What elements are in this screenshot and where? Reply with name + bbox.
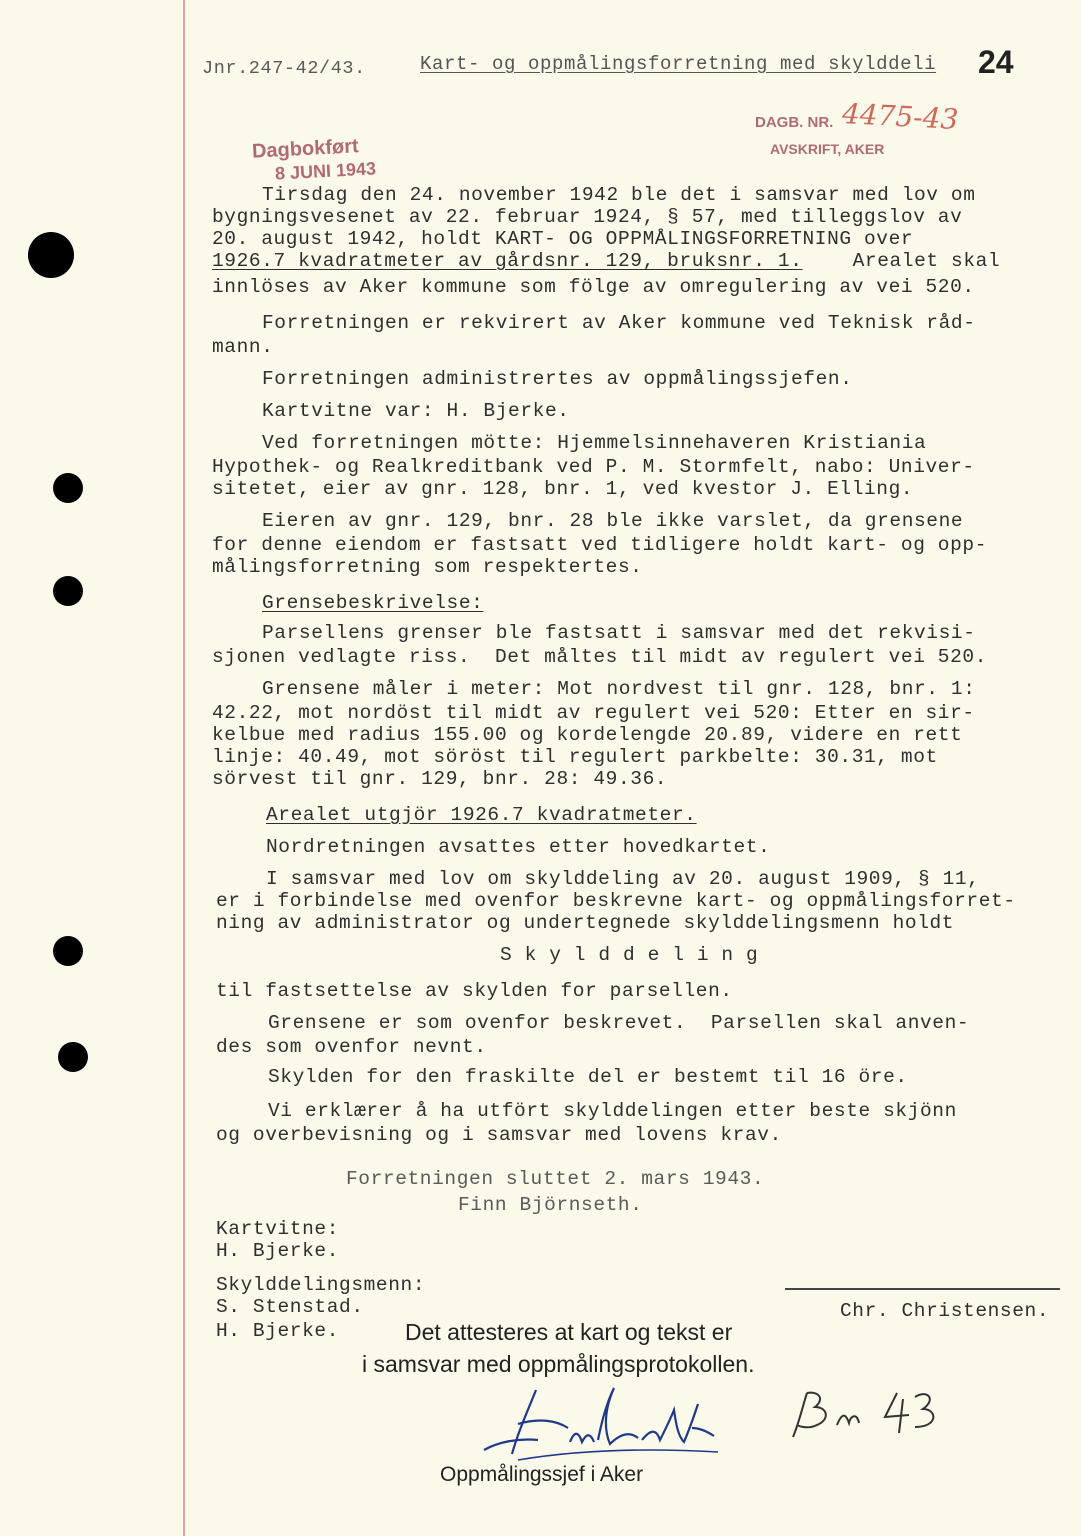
margin-line [183, 0, 185, 1536]
p5-line1: Ved forretningen mötte: Hjemmelsinnehaveren Kristiania [262, 432, 927, 454]
dagbokfort-date-stamp: 8 JUNI 1943 [274, 158, 377, 184]
p1-line2: bygningsvesenet av 22. februar 1924, § 57, med tilleggslov av [212, 206, 963, 228]
p5-line2: Hypothek- og Realkreditbank ved P. M. Stormfelt, nabo: Univer- [212, 456, 975, 478]
p12-line2: des som ovenfor nevnt. [216, 1036, 487, 1058]
p8-line3: kelbue med radius 155.00 og kordelengde 20.89, videre en rett [212, 724, 963, 746]
p8-line1: Grensene måler i meter: Mot nordvest til gnr. 128, bnr. 1: [262, 678, 976, 700]
grense-heading: Grensebeskrivelse: [262, 592, 484, 614]
p1-line5: innlöses av Aker kommune som fölge av omregulering av vei 520. [212, 276, 975, 298]
areal-heading: Arealet utgjör 1926.7 kvadratmeter. [266, 804, 697, 826]
p2-line2: mann. [212, 336, 274, 358]
p14-line1: Vi erklærer å ha utfört skylddelingen etter beste skjönn [268, 1100, 957, 1122]
skylddelingsmann-2: H. Bjerke. [216, 1320, 340, 1342]
punch-hole [53, 936, 83, 966]
attestation-line2: i samsvar med oppmålingsprotokollen. [362, 1351, 755, 1377]
skylddelingsmenn-label: Skylddelingsmenn: [216, 1274, 426, 1296]
p1-line4-end: Arealet skal [828, 250, 1001, 272]
attestation-line1: Det attesteres at kart og tekst er [405, 1319, 733, 1345]
p8-line2: 42.22, mot nordöst til midt av regulert vei 520: Etter en sir- [212, 702, 975, 724]
page-number: 24 [978, 44, 1014, 80]
handwritten-signature [478, 1380, 728, 1470]
ended-line: Forretningen sluttet 2. mars 1943. [346, 1168, 765, 1190]
kartvitne-name: H. Bjerke. [216, 1240, 340, 1262]
p12-line1: Grensene er som ovenfor beskrevet. Parsellen skal anven- [268, 1012, 970, 1034]
punch-hole [53, 473, 83, 503]
p10-line3: ning av administrator og undertegnede skylddelingsmenn holdt [216, 912, 955, 934]
journal-number: Jnr.247-42/43. [202, 58, 366, 79]
p1-line3: 20. august 1942, holdt KART- OG OPPMÅLINGSFORRETNING over [212, 228, 914, 250]
p9: Nordretningen avsattes etter hovedkartet. [266, 836, 771, 858]
p10-line1: I samsvar med lov om skylddeling av 20. august 1909, § 11, [266, 868, 980, 890]
chr-christensen: Chr. Christensen. [840, 1300, 1050, 1322]
p6-line1: Eieren av gnr. 129, bnr. 28 ble ikke varslet, da grensene [262, 510, 964, 532]
p7-line1: Parsellens grenser ble fastsatt i samsvar med det rekvisi- [262, 622, 976, 644]
p2-line1: Forretningen er rekvirert av Aker kommune ved Teknisk råd- [262, 312, 976, 334]
p5-line3: sitetet, eier av gnr. 128, bnr. 1, ved kvestor J. Elling. [212, 478, 914, 500]
p8-line5: sörvest til gnr. 129, bnr. 28: 49.36. [212, 768, 668, 790]
signature-rule [785, 1288, 1060, 1290]
header-title: Kart- og oppmålingsforretning med skylddeli [420, 53, 937, 75]
p6-line2: for denne eiendom er fastsatt ved tidligere holdt kart- og opp- [212, 534, 988, 556]
p4: Kartvitne var: H. Bjerke. [262, 400, 570, 422]
p6-line3: målingsforretning som respektertes. [212, 556, 643, 578]
p3: Forretningen administrertes av oppmålingssjefen. [262, 368, 853, 390]
dagb-nr-handwritten: 4475-43 [841, 96, 960, 137]
p1-line1: Tirsdag den 24. november 1942 ble det i samsvar med lov om [262, 184, 976, 206]
p14-line2: og overbevisning og i samsvar med lovens krav. [216, 1124, 782, 1146]
p1-line4-underlined: 1926.7 kvadratmeter av gårdsnr. 129, bruksnr. 1. [212, 250, 803, 272]
avskrift-stamp: AVSKRIFT, AKER [770, 141, 885, 157]
punch-hole [53, 576, 83, 606]
punch-hole [58, 1042, 88, 1072]
dagbokfort-stamp: Dagbokført [251, 135, 360, 163]
attestation-title: Oppmålingssjef i Aker [440, 1463, 644, 1486]
dagb-nr-stamp: DAGB. NR. [755, 114, 834, 131]
punch-hole [28, 232, 74, 278]
p11: til fastsettelse av skylden for parsellen. [216, 980, 733, 1002]
skylddelingsmann-1: S. Stenstad. [216, 1296, 364, 1318]
p13: Skylden for den fraskilte del er bestemt til 16 öre. [268, 1066, 908, 1088]
handwritten-note [785, 1385, 950, 1445]
p7-line2: sjonen vedlagte riss. Det måltes til midt av regulert vei 520. [212, 646, 988, 668]
p10-line2: er i forbindelse med ovenfor beskrevne kart- og oppmålingsforret- [216, 890, 1016, 912]
finn-bjornseth-typed: Finn Björnseth. [458, 1194, 643, 1216]
p8-line4: linje: 40.49, mot söröst til regulert parkbelte: 30.31, mot [212, 746, 938, 768]
skylddeling-heading: S k y l d d e l i n g [500, 944, 759, 966]
kartvitne-label: Kartvitne: [216, 1218, 340, 1240]
